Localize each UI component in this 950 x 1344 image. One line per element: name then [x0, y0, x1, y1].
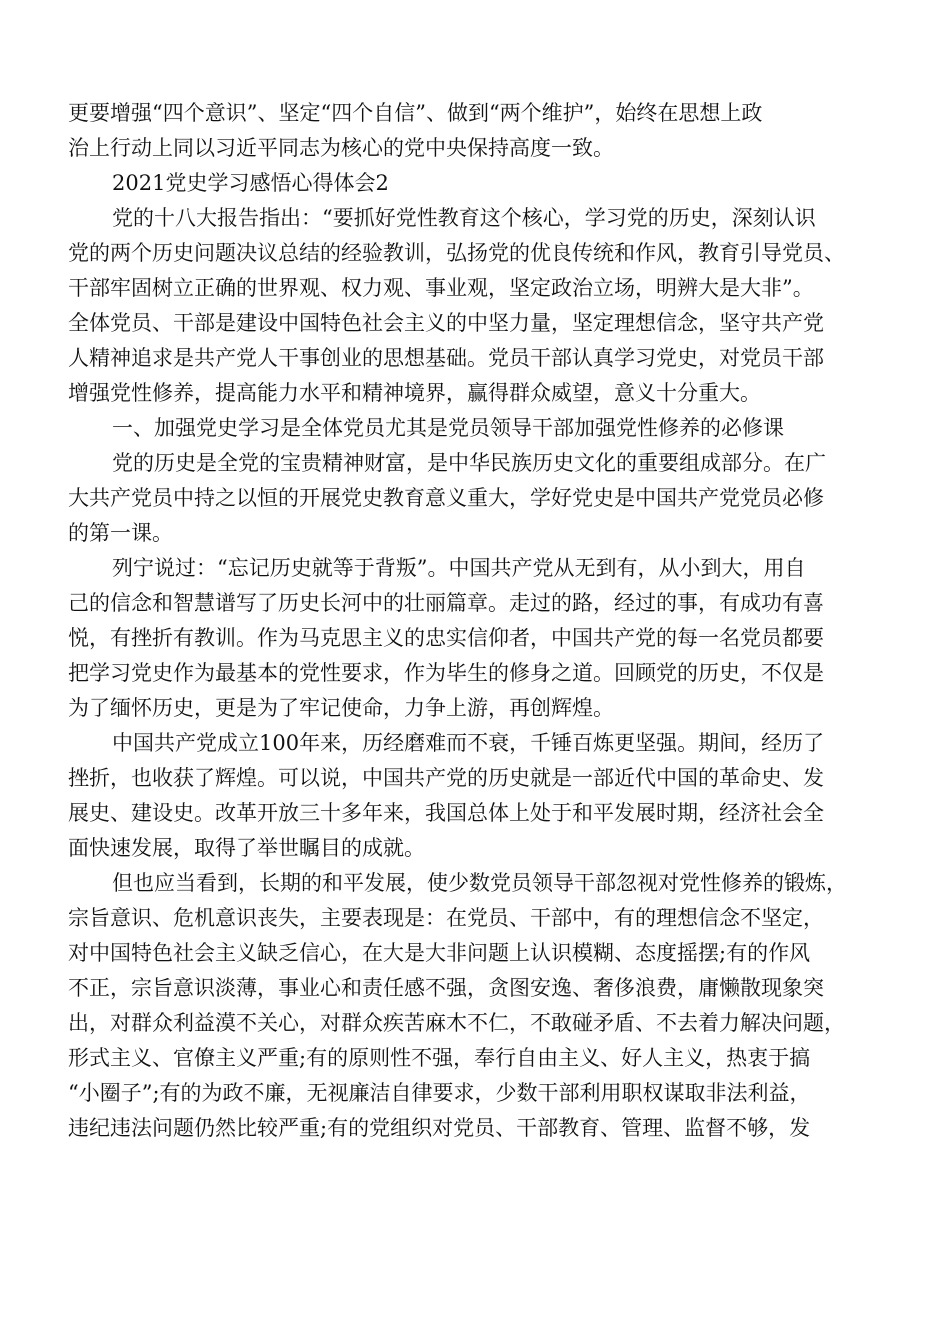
- text-line: 为了缅怀历史，更是为了牢记使命，力争上游，再创辉煌。: [68, 696, 614, 720]
- text-line: 治上行动上同以习近平同志为核心的党中央保持高度一致。: [68, 136, 614, 160]
- text-line: 干部牢固树立正确的世界观、权力观、事业观，坚定政治立场，明辨大是大非”。: [68, 276, 814, 300]
- text-line: 形式主义、官僚主义严重;有的原则性不强，奉行自由主义、好人主义，热衷于搞: [68, 1046, 811, 1070]
- text-line: 中国共产党成立100年来，历经磨难而不衰，千锤百炼更坚强。期间，经历了: [112, 731, 825, 755]
- text-line: 党的十八大报告指出：“要抓好党性教育这个核心，学习党的历史，深刻认识: [112, 206, 816, 230]
- text-line: “小圈子”;有的为政不廉，无视廉洁自律要求，少数干部利用职权谋取非法利益，: [68, 1081, 811, 1105]
- text-line: 悦，有挫折有教训。作为马克思主义的忠实信仰者，中国共产党的每一名党员都要: [68, 626, 824, 650]
- text-line: 对中国特色社会主义缺乏信心，在大是大非问题上认识模糊、态度摇摆;有的作风: [68, 941, 811, 965]
- text-line: 一、加强党史学习是全体党员尤其是党员领导干部加强党性修养的必修课: [112, 416, 784, 440]
- text-line: 出，对群众利益漠不关心，对群众疾苦麻木不仁，不敢碰矛盾、不去着力解决问题，: [68, 1011, 845, 1035]
- text-line: 的第一课。: [68, 521, 173, 545]
- text-line: 己的信念和智慧谱写了历史长河中的壮丽篇章。走过的路，经过的事，有成功有喜: [68, 591, 824, 615]
- text-line: 大共产党员中持之以恒的开展党史教育意义重大，学好党史是中国共产党党员必修: [68, 486, 824, 510]
- text-line: 列宁说过：“忘记历史就等于背叛”。中国共产党从无到有，从小到大，用自: [112, 556, 806, 580]
- text-line: 展史、建设史。改革开放三十多年来，我国总体上处于和平发展时期，经济社会全: [68, 801, 824, 825]
- text-line: 把学习党史作为最基本的党性要求，作为毕生的修身之道。回顾党的历史，不仅是: [68, 661, 824, 685]
- text-line: 全体党员、干部是建设中国特色社会主义的中坚力量，坚定理想信念，坚守共产党: [68, 311, 824, 335]
- document-body: [68, 96, 888, 1146]
- text-line: 违纪违法问题仍然比较严重;有的党组织对党员、干部教育、管理、监督不够，发: [68, 1116, 811, 1140]
- text-line: 面快速发展，取得了举世瞩目的成就。: [68, 836, 425, 860]
- text-line: 2021党史学习感悟心得体会2: [112, 171, 389, 195]
- text-line: 挫折，也收获了辉煌。可以说，中国共产党的历史就是一部近代中国的革命史、发: [68, 766, 824, 790]
- text-line: 但也应当看到，长期的和平发展，使少数党员领导干部忽视对党性修养的锻炼，: [112, 871, 847, 895]
- text-line: 党的两个历史问题决议总结的经验教训，弘扬党的优良传统和作风，教育引导党员、: [68, 241, 845, 265]
- text-line: 党的历史是全党的宝贵精神财富，是中华民族历史文化的重要组成部分。在广: [112, 451, 826, 475]
- text-line: 人精神追求是共产党人干事创业的思想基础。党员干部认真学习党史，对党员干部: [68, 346, 824, 370]
- text-line: 更要增强“四个意识”、坚定“四个自信”、做到“两个维护”，始终在思想上政: [68, 101, 763, 125]
- text-line: 增强党性修养，提高能力水平和精神境界，赢得群众威望，意义十分重大。: [68, 381, 761, 405]
- text-line: 宗旨意识、危机意识丧失，主要表现是：在党员、干部中，有的理想信念不坚定，: [68, 906, 824, 930]
- text-line: 不正，宗旨意识淡薄，事业心和责任感不强，贪图安逸、奢侈浪费，庸懒散现象突: [68, 976, 824, 1000]
